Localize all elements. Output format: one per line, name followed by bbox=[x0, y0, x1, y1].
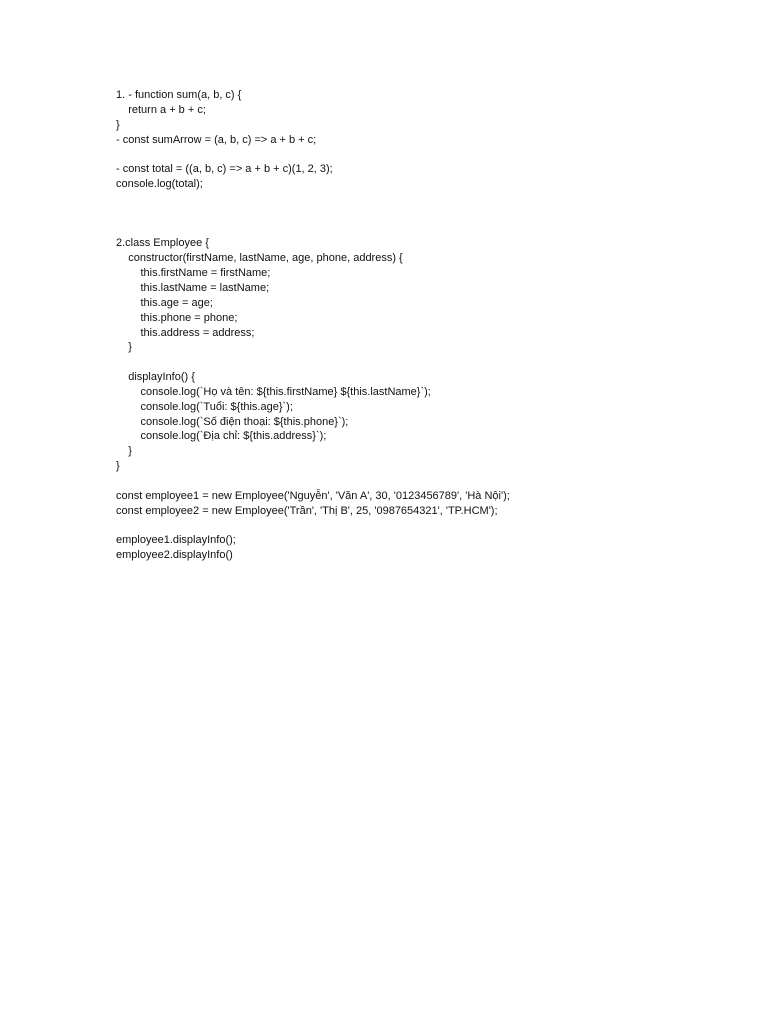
blank-line bbox=[116, 207, 736, 222]
code-line: console.log(`Tuổi: ${this.age}`); bbox=[116, 400, 293, 413]
document-body bbox=[116, 88, 736, 563]
code-line: this.lastName = lastName; bbox=[116, 281, 270, 294]
code-line: this.firstName = firstName; bbox=[116, 267, 271, 280]
code-line: this.phone = phone; bbox=[116, 311, 238, 324]
code-line: } bbox=[116, 445, 132, 458]
code-line: console.log(`Số điện thoại: ${this.phone}`); bbox=[116, 415, 349, 428]
code-line: return a + b + c; bbox=[116, 103, 206, 116]
blank-line bbox=[116, 355, 736, 370]
blank-line bbox=[116, 147, 736, 162]
blank-line bbox=[116, 474, 736, 489]
blank-line bbox=[116, 222, 736, 237]
code-line: employee1.displayInfo(); bbox=[116, 534, 236, 547]
code-line: } bbox=[116, 118, 120, 131]
code-line: this.age = age; bbox=[116, 296, 213, 309]
code-line: } bbox=[116, 341, 132, 354]
code-line: } bbox=[116, 460, 120, 473]
code-line: displayInfo() { bbox=[116, 371, 195, 384]
blank-line bbox=[116, 192, 736, 207]
blank-line bbox=[116, 518, 736, 533]
code-line: const employee1 = new Employee('Nguyễn', 'Văn A', 30, '0123456789', 'Hà Nội'); bbox=[116, 489, 510, 502]
code-line: console.log(total); bbox=[116, 178, 203, 191]
code-line: this.address = address; bbox=[116, 326, 255, 339]
code-line: - const sumArrow = (a, b, c) => a + b + c; bbox=[116, 133, 317, 146]
code-line: - const total = ((a, b, c) => a + b + c)(1, 2, 3); bbox=[116, 163, 333, 176]
code-line: 2.class Employee { bbox=[116, 237, 209, 250]
code-line: const employee2 = new Employee('Trần', 'Thị B', 25, '0987654321', 'TP.HCM'); bbox=[116, 504, 498, 517]
code-line: console.log(`Địa chỉ: ${this.address}`); bbox=[116, 430, 327, 443]
code-line: constructor(firstName, lastName, age, phone, address) { bbox=[116, 252, 403, 265]
code-line: employee2.displayInfo() bbox=[116, 549, 233, 562]
code-line: console.log(`Họ và tên: ${this.firstName} ${this.lastName}`); bbox=[116, 385, 431, 398]
code-line: 1. - function sum(a, b, c) { bbox=[116, 89, 242, 101]
